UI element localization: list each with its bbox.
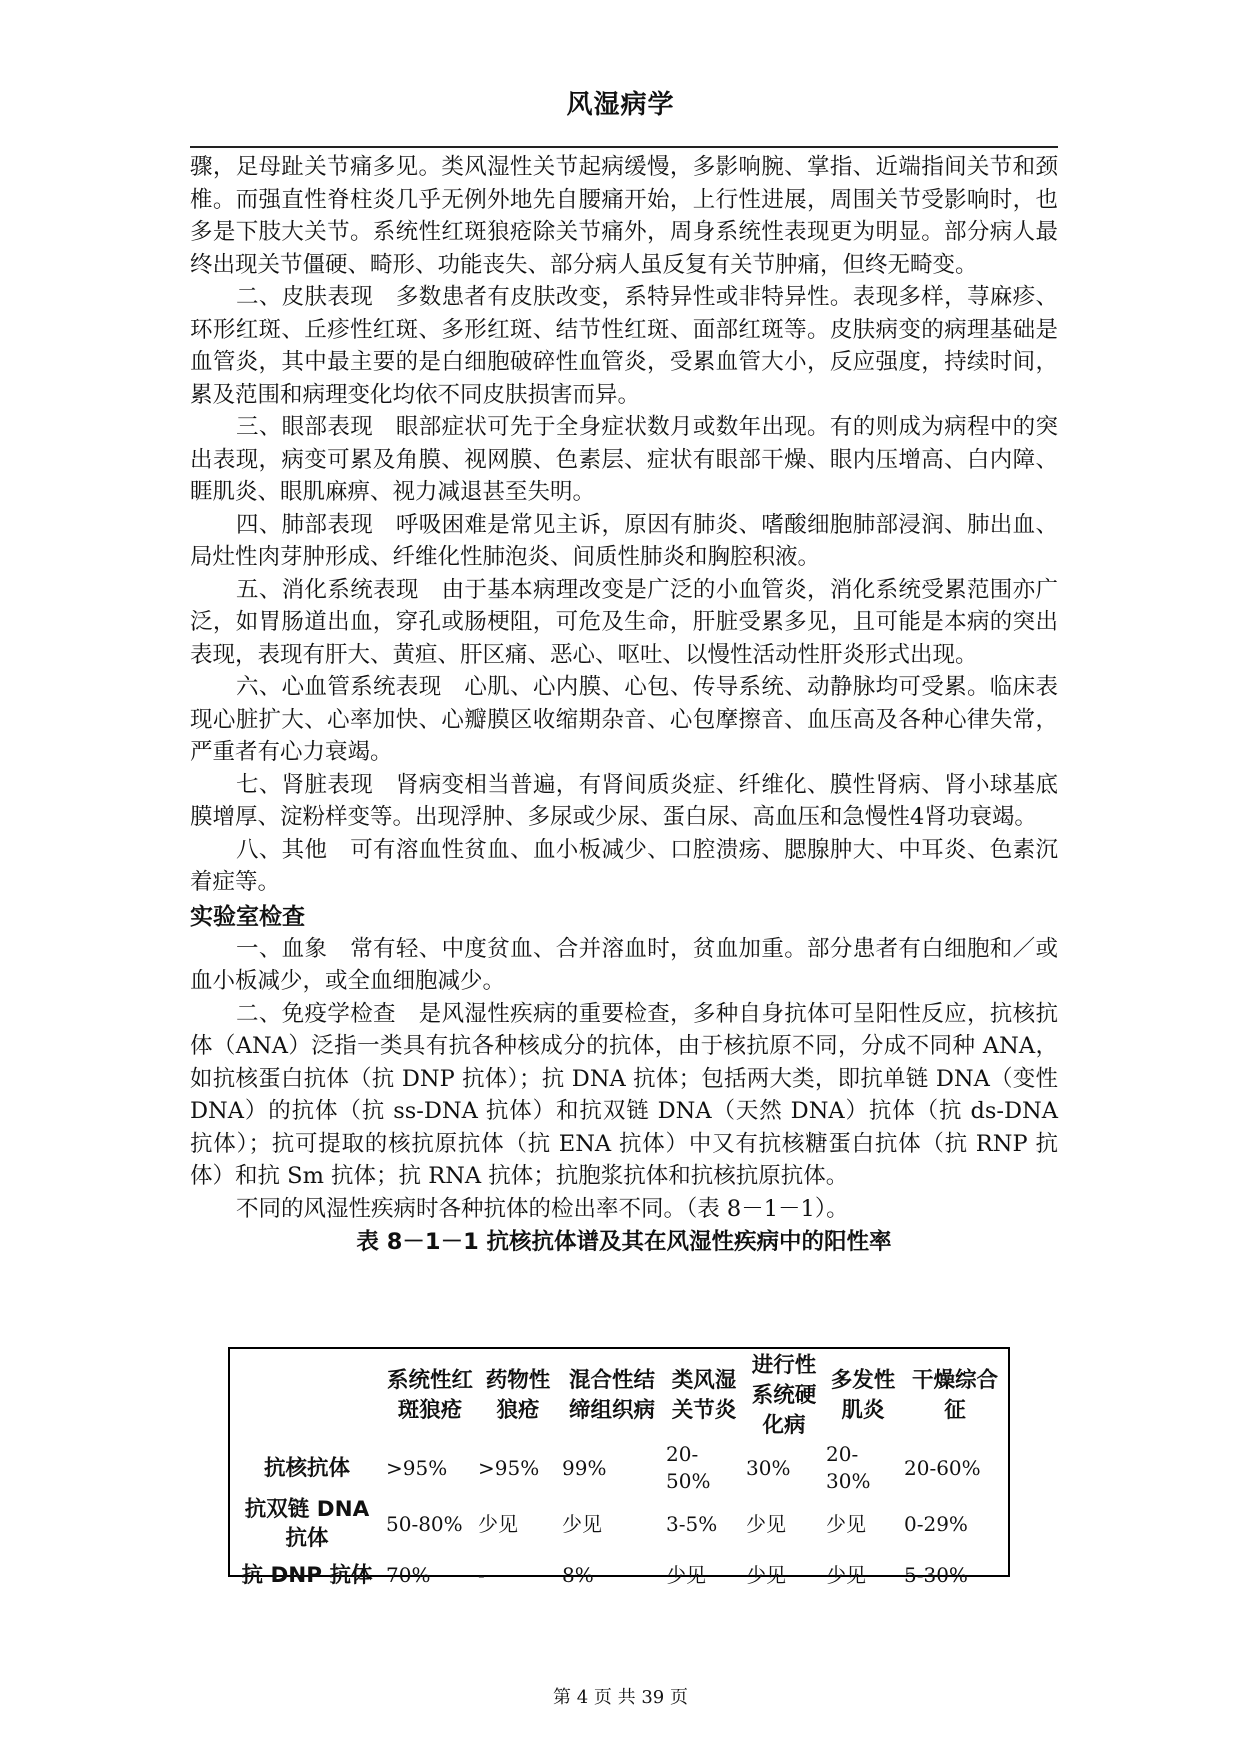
paragraph-skin: 二、皮肤表现 多数患者有皮肤改变，系特异性或非特异性。表现多样，荨麻疹、环形红斑、丘疹性红斑、多形红斑、结节性红斑、面部红斑等。皮肤病变的病理基础是血管炎，其中最主要的是白细胞破碎性血管炎，受累血管大小，反应强度，持续时间，累及范围和病理变化均依不同皮肤损害而异。 (190, 284, 1058, 408)
table-row (230, 1553, 1008, 1597)
paragraph-lung: 四、肺部表现 呼吸困难是常见主诉，原因有肺炎、嗜酸细胞肺部浸润、肺出血、局灶性肉芽肿形成、纤维化性肺泡炎、间质性肺炎和胸腔积液。 (190, 511, 1058, 570)
table-cell: - (478, 1562, 485, 1587)
row-header: 抗 DNP 抗体 (241, 1562, 373, 1588)
section-heading-lab: 实验室检查 (190, 903, 305, 930)
paragraph-table-intro: 不同的风湿性疾病时各种抗体的检出率不同。（表 8－1－1）。 (236, 1195, 849, 1222)
row-header: 抗核抗体 (263, 1455, 350, 1481)
table-cell: 5-30% (904, 1562, 968, 1587)
paragraph-blood: 一、血象 常有轻、中度贫血、合并溶血时，贫血加重。部分患者有白细胞和／或血小板减少，或全血细胞减少。 (190, 935, 1058, 994)
table-cell: >95% (386, 1455, 448, 1480)
table-cell: 少见 (826, 1511, 866, 1536)
paragraph-immunology: 二、免疫学检查 是风湿性疾病的重要检查，多种自身抗体可呈阳性反应，抗核抗体（ANA）泛指一类具有抗各种核成分的抗体，由于核抗原不同，分成不同种 ANA，如抗核蛋白抗体（抗 DNP 抗体）；抗 DNA 抗体；包括两大类，即抗单链 DNA（变性 DNA）的抗体（抗 ss-DNA 抗体）和抗双链 DNA（天然 DNA）抗体（抗 ds-DNA 抗体）；抗可提取的核抗原抗体（抗 ENA 抗体）中又有抗核糖蛋白抗体（抗 RNP 抗体）和抗 Sm 抗体；抗 RNA 抗体；抗胞浆抗体和抗核抗原抗体。 (190, 1000, 1058, 1189)
table-header-row (230, 1351, 1008, 1441)
table-cell: >95% (478, 1455, 540, 1480)
column-header: 混合性结缔组织病 (568, 1368, 655, 1423)
table-cell: 20-30% (826, 1442, 871, 1493)
paragraph-eye: 三、眼部表现 眼部症状可先于全身症状数月或数年出现。有的则成为病程中的突出表现，病变可累及角膜、视网膜、色素层、症状有眼部干燥、眼内压增高、白内障、睚肌炎、眼肌麻痹、视力减退甚至失明。 (190, 414, 1058, 505)
table-cell: 3-5% (666, 1511, 718, 1536)
column-header: 系统性红斑狼疮 (386, 1368, 473, 1423)
table-cell: 70% (386, 1562, 431, 1587)
paragraph-cardiovascular: 六、心血管系统表现 心肌、心内膜、心包、传导系统、动静脉均可受累。临床表现心脏扩大、心率加快、心瓣膜区收缩期杂音、心包摩擦音、血压高及各种心律失常，严重者有心力衰竭。 (190, 674, 1058, 765)
column-header: 类风湿关节炎 (671, 1368, 737, 1423)
page-header-title: 风湿病学 (566, 90, 675, 120)
table-cell: 少见 (746, 1562, 786, 1587)
row-header: 抗双链 DNA 抗体 (244, 1497, 370, 1551)
column-header: 药物性狼疮 (485, 1368, 551, 1423)
paragraph-joints-continued: 骤，足母趾关节痛多见。类风湿性关节起病缓慢，多影响腕、掌指、近端指间关节和颈椎。而强直性脊柱炎几乎无例外地先自腰痛开始，上行性进展，周围关节受影响时，也多是下肢大关节。系统性红斑狼疮除关节痛外，周身系统性表现更为明显。部分病人最终出现关节僵硬、畸形、功能丧失、部分病人虽反复有关节肿痛，但终无畸变。 (190, 154, 1058, 278)
column-header: 进行性系统硬化病 (751, 1353, 817, 1438)
paragraph-digestive: 五、消化系统表现 由于基本病理改变是广泛的小血管炎，消化系统受累范围亦广泛，如胃肠道出血，穿孔或肠梗阻，可危及生命，肝脏受累多见，且可能是本病的突出表现，表现有肝大、黄疸、肝区痛、恶心、呕吐、以慢性活动性肝炎形式出现。 (190, 576, 1058, 668)
header-rule (190, 146, 1058, 148)
table-cell: 少见 (562, 1511, 602, 1536)
paragraph-other: 八、其他 可有溶血性贫血、血小板减少、口腔溃疡、腮腺肿大、中耳炎、色素沉着症等。 (190, 836, 1058, 895)
table-caption: 表 8－1－1 抗核抗体谱及其在风湿性疾病中的阳性率 (356, 1229, 892, 1255)
table-corner (230, 1351, 384, 1441)
antibody-table (230, 1351, 1008, 1597)
paragraph-kidney: 七、肾脏表现 肾病变相当普遍，有肾间质炎症、纤维化、膜性肾病、肾小球基底膜增厚、淀粉样变等。出现浮肿、多尿或少尿、蛋白尿、高血压和急慢性4肾功衰竭。 (190, 771, 1058, 830)
page-number-footer: 第 4 页 共 39 页 (553, 1687, 688, 1708)
table-cell: 20-50% (666, 1442, 711, 1493)
table-cell: 8% (562, 1562, 594, 1587)
column-header: 多发性肌炎 (830, 1368, 896, 1423)
table-cell: 少见 (826, 1562, 866, 1587)
table-cell: 99% (562, 1455, 607, 1480)
table-cell: 少见 (478, 1511, 518, 1536)
antibody-table-frame (228, 1347, 1010, 1588)
column-header: 干燥综合征 (911, 1368, 998, 1423)
table-cell: 30% (746, 1455, 791, 1480)
document-body (190, 151, 1058, 1258)
table-row (230, 1441, 1008, 1495)
table-cell: 20-60% (904, 1455, 981, 1480)
table-cell: 少见 (746, 1511, 786, 1536)
table-row (230, 1495, 1008, 1553)
table-cell: 0-29% (904, 1511, 968, 1536)
table-cell: 少见 (666, 1562, 706, 1587)
table-cell: 50-80% (386, 1511, 463, 1536)
